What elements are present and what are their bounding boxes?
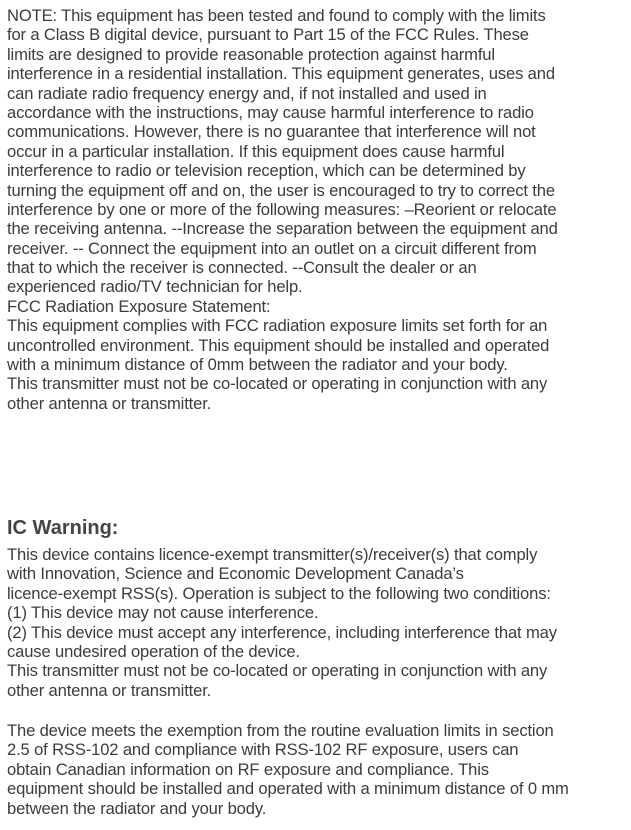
- ic-line: (1) This device may not cause interference.: [7, 603, 319, 623]
- exemption-line: equipment should be installed and operated with a minimum distance of 0 mm: [7, 779, 569, 799]
- ic-line: cause undesired operation of the device.: [7, 641, 300, 661]
- ic-line: This transmitter must not be co-located or operating in conjunction with any: [7, 661, 548, 681]
- ic-line: (2) This device must accept any interference, including interference that may: [7, 622, 557, 642]
- fcc-line: experienced radio/TV technician for help.: [7, 277, 303, 297]
- ic-warning-heading: IC Warning:: [7, 517, 119, 539]
- fcc-line: This transmitter must not be co-located or operating in conjunction with any: [7, 374, 548, 394]
- fcc-line: interference in a residential installation. This equipment generates, uses and: [7, 64, 555, 84]
- fcc-line: interference by one or more of the following measures: –Reorient or relocate: [7, 199, 557, 219]
- ic-line: This device contains licence-exempt transmitter(s)/receiver(s) that comply: [7, 545, 538, 564]
- exemption-line: The device meets the exemption from the routine evaluation limits in section: [7, 721, 554, 740]
- exemption-line: obtain Canadian information on RF exposure and compliance. This: [7, 759, 489, 779]
- fcc-line: for a Class B digital device, pursuant to Part 15 of the FCC Rules. These: [7, 25, 529, 45]
- fcc-line: communications. However, there is no guarantee that interference will not: [7, 122, 536, 142]
- fcc-line: occur in a particular installation. If this equipment does cause harmful: [7, 141, 505, 161]
- exemption-line: 2.5 of RSS-102 and compliance with RSS-102 RF exposure, users can: [7, 740, 519, 760]
- fcc-line: that to which the receiver is connected. --Consult the dealer or an: [7, 258, 477, 278]
- fcc-line: accordance with the instructions, may cause harmful interference to radio: [7, 102, 534, 122]
- fcc-radiation-heading: FCC Radiation Exposure Statement:: [7, 296, 271, 316]
- exemption-line: between the radiator and your body.: [7, 798, 267, 818]
- fcc-line: uncontrolled environment. This equipment should be installed and operated: [7, 335, 550, 355]
- ic-line: other antenna or transmitter.: [7, 680, 212, 700]
- fcc-line: This equipment complies with FCC radiation exposure limits set forth for an: [7, 316, 548, 336]
- fcc-line: NOTE: This equipment has been tested and found to comply with the limits: [7, 6, 546, 25]
- fcc-line: other antenna or transmitter.: [7, 393, 212, 413]
- fcc-line: the receiving antenna. --Increase the separation between the equipment and: [7, 219, 558, 239]
- fcc-line: can radiate radio frequency energy and, if not installed and used in: [7, 83, 487, 103]
- fcc-line: turning the equipment off and on, the user is encouraged to try to correct the: [7, 180, 555, 200]
- rss-exemption-statement: [7, 721, 629, 818]
- ic-line: with Innovation, Science and Economic Development Canada’s: [7, 564, 464, 584]
- fcc-statement: [7, 6, 629, 413]
- fcc-line: receiver. -- Connect the equipment into an outlet on a circuit different from: [7, 238, 537, 258]
- fcc-line: with a minimum distance of 0mm between the radiator and your body.: [7, 355, 508, 375]
- ic-warning-body: [7, 545, 629, 700]
- fcc-line: interference to radio or television reception, which can be determined by: [7, 161, 526, 181]
- fcc-line: limits are designed to provide reasonable protection against harmful: [7, 44, 495, 64]
- ic-line: licence-exempt RSS(s). Operation is subject to the following two conditions:: [7, 583, 551, 603]
